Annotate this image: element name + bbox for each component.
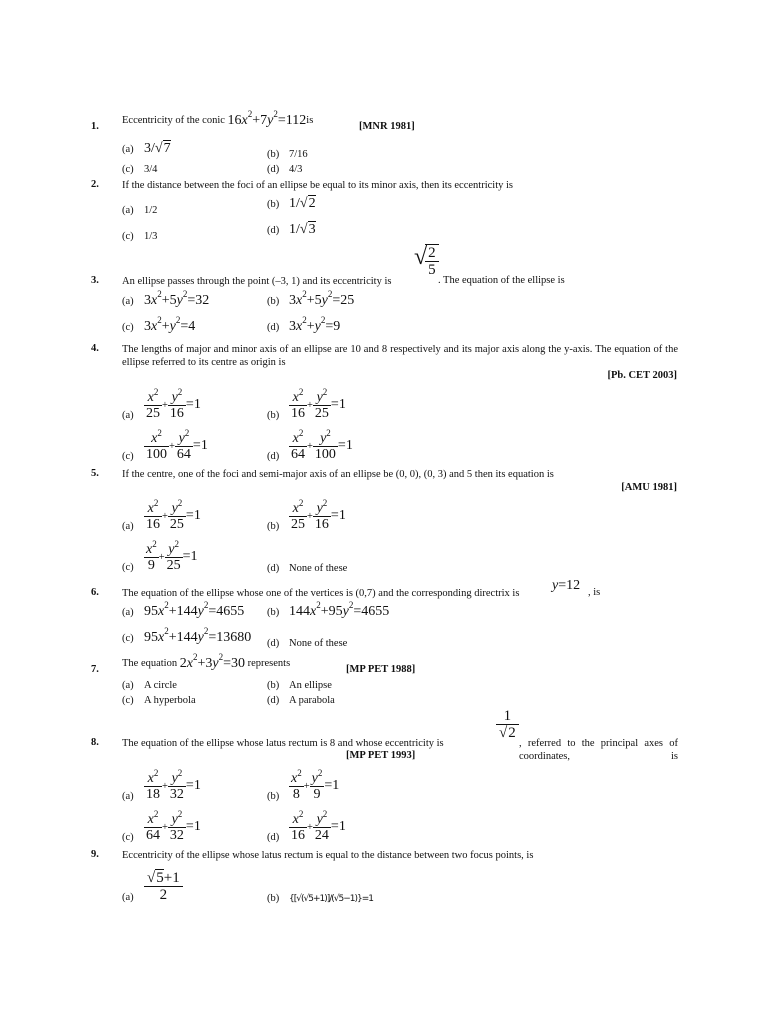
- question-number: 9.: [91, 849, 99, 860]
- option-b[interactable]: (b) $\frac{x^2}{8}$ + $\frac{y^2}{9}$ =1: [267, 768, 340, 802]
- directrix-equation: y=12: [552, 578, 581, 593]
- option-b[interactable]: (b) $144x^2+95y^2=4655$: [267, 600, 390, 619]
- option-c[interactable]: (c) 1/3: [122, 231, 158, 243]
- question-number: 3.: [91, 275, 99, 286]
- option-a[interactable]: (a) $\frac{x^2}{18}$ + $\frac{y^2}{32}$ =1: [122, 768, 201, 802]
- question-number: 2.: [91, 179, 99, 190]
- question-stem: If the distance between the foci of an ellipse be equal to its minor axis, then its eccentricity is: [122, 180, 513, 191]
- question-stem: Eccentricity of the ellipse whose latus rectum is equal to the distance between two focus points, is: [122, 850, 534, 861]
- source-tag: [AMU 1981]: [621, 482, 677, 493]
- option-d[interactable]: (d) None of these: [267, 638, 348, 650]
- option-b[interactable]: (b) $\frac{x^2}{16}$ + $\frac{y^2}{25}$ =1: [267, 387, 346, 421]
- source-tag: [MP PET 1988]: [346, 664, 416, 675]
- option-c[interactable]: (c) $\frac{x^2}{64}$ + $\frac{y^2}{32}$ =1: [122, 809, 201, 843]
- question-stem: The equation $2x^2+3y^2=30$ represents: [122, 652, 291, 672]
- option-c[interactable]: (c) 3/4: [122, 164, 158, 176]
- question-number: 6.: [91, 587, 99, 598]
- question-number: 7.: [91, 664, 99, 675]
- eccentricity-fraction: $\frac{1}{√2}$: [496, 708, 519, 741]
- eccentricity-sqrt-2-5: √ $\frac{2}{5}$: [414, 244, 439, 278]
- source-tag: [MNR 1981]: [359, 121, 415, 132]
- option-c[interactable]: (c) $95x^2+144y^2=13680$: [122, 626, 252, 645]
- question-stem: The lengths of major and minor axis of an ellipse are 10 and 8 respectively and its major axis along the y-axis. The equation of the ellipse referred to its centre as origin is: [122, 344, 678, 368]
- question-stem: The equation of the ellipse whose one of the vertices is (0,7) and the corresponding directrix is: [122, 588, 520, 599]
- option-a[interactable]: (a) 1/2: [122, 205, 158, 217]
- option-a[interactable]: (a) A circle: [122, 680, 177, 692]
- option-b[interactable]: (b) 1/√2: [267, 196, 316, 211]
- question-number: 5.: [91, 468, 99, 479]
- option-d[interactable]: (d) A parabola: [267, 695, 335, 707]
- question-number: 4.: [91, 343, 99, 354]
- option-d[interactable]: (d) 1/√3: [267, 222, 316, 237]
- option-c[interactable]: (c) $3x^2+y^2=4$: [122, 315, 196, 334]
- option-b[interactable]: (b) $3x^2+5y^2=25$: [267, 289, 355, 308]
- option-c[interactable]: (c) $\frac{x^2}{9}$ + $\frac{y^2}{25}$ =1: [122, 539, 198, 573]
- option-a[interactable]: (a) $3x^2+5y^2=32$: [122, 289, 210, 308]
- option-c[interactable]: (c) A hyperbola: [122, 695, 196, 707]
- question-stem: If the centre, one of the foci and semi-major axis of an ellipse be (0, 0), (0, 3) and 5 then its equation is: [122, 469, 554, 480]
- option-d[interactable]: (d) 4/3: [267, 164, 303, 176]
- question-number: 8.: [91, 737, 99, 748]
- given-equation: $2x^2+3y^2=30$: [179, 652, 245, 672]
- garbled-formula: {[√(√5+1)]/(√5−1)}=1: [289, 894, 374, 904]
- option-a[interactable]: (a) $95x^2+144y^2=4655$: [122, 600, 245, 619]
- source-tag: [MP PET 1993]: [346, 750, 416, 761]
- source-tag: [Pb. CET 2003]: [607, 370, 677, 381]
- option-d[interactable]: (d) $\frac{x^2}{64}$ + $\frac{y^2}{100}$ =1: [267, 428, 353, 462]
- question-stem: Eccentricity of the conic $16x^2+7y^2=112is$: [122, 109, 314, 129]
- question-number: 1.: [91, 121, 99, 132]
- option-d[interactable]: (d) $3x^2+y^2=9$: [267, 315, 341, 334]
- option-c[interactable]: (c) $\frac{x^2}{100}$ + $\frac{y^2}{64}$ =1: [122, 428, 208, 462]
- option-a[interactable]: (a) $\frac{x^2}{16}$ + $\frac{y^2}{25}$ =1: [122, 498, 201, 532]
- option-b[interactable]: (b) $\frac{x^2}{25}$ + $\frac{y^2}{16}$ =1: [267, 498, 346, 532]
- option-a[interactable]: (a) $\frac{x^2}{25}$ + $\frac{y^2}{16}$ =1: [122, 387, 201, 421]
- option-a[interactable]: (a) $\frac{√5+1}{2}$: [122, 862, 183, 903]
- option-a[interactable]: (a) 3/√7: [122, 141, 171, 156]
- question-stem: An ellipse passes through the point (–3, 1) and its eccentricity is: [122, 276, 392, 287]
- option-b[interactable]: (b) 7/16: [267, 149, 308, 161]
- conic-equation: $16x^2+7y^2=112$: [227, 109, 307, 129]
- option-d[interactable]: (d) None of these: [267, 563, 348, 575]
- option-b[interactable]: (b) An ellipse: [267, 680, 332, 692]
- option-d[interactable]: (d) $\frac{x^2}{16}$ + $\frac{y^2}{24}$ =1: [267, 809, 346, 843]
- question-stem: The equation of the ellipse whose latus rectum is 8 and whose eccentricity is: [122, 738, 444, 749]
- option-b[interactable]: (b) {[√(√5+1)]/(√5−1)}=1: [267, 893, 374, 904]
